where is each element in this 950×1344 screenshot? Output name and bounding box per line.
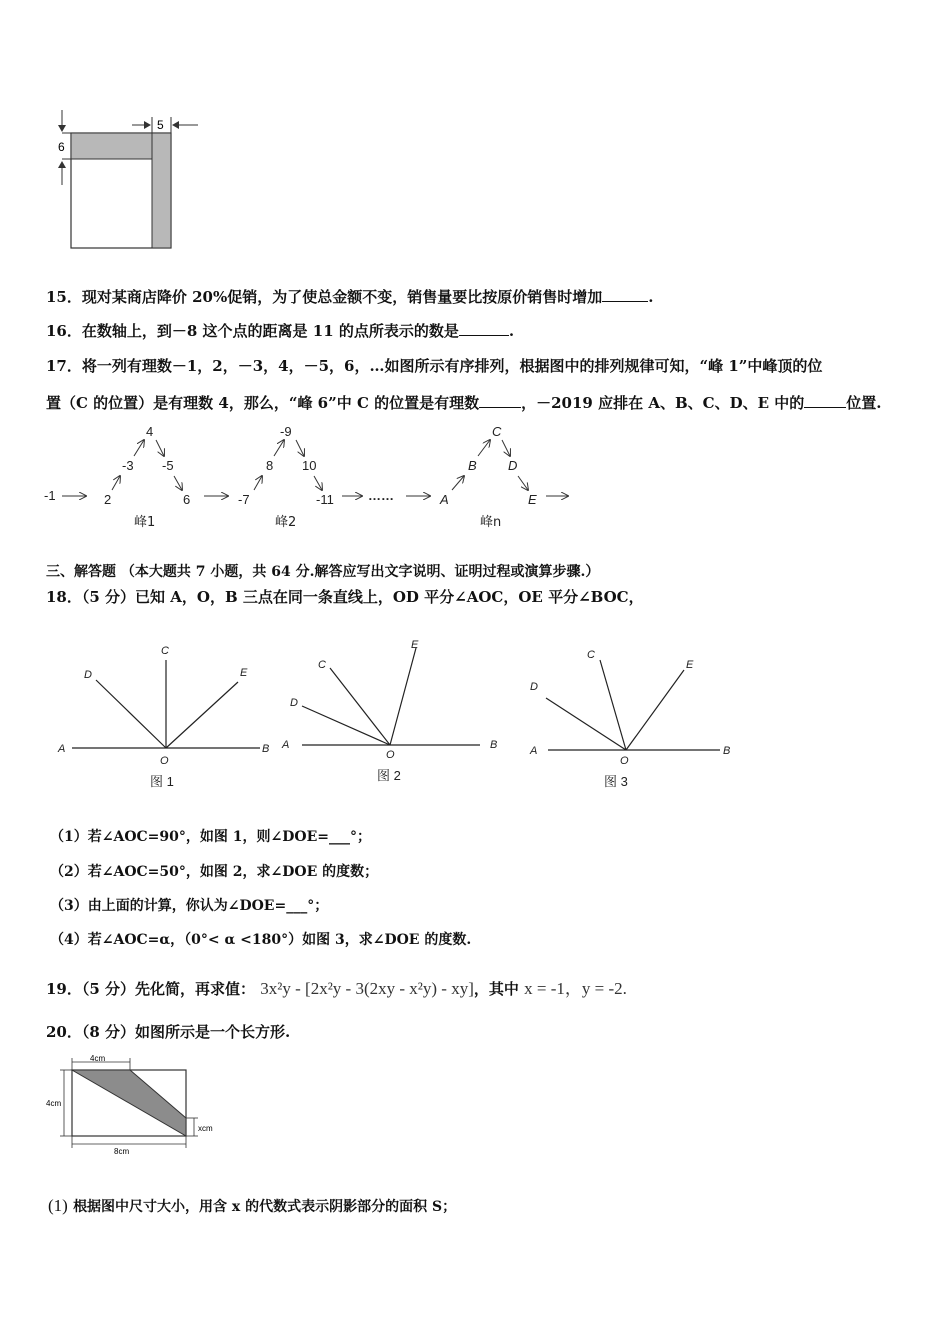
peakn-e: E — [528, 492, 537, 507]
dim-left: 4cm — [46, 1099, 62, 1108]
q19-expression: 3x²y - [2x²y - 3(2xy - x²y) - xy] — [260, 979, 474, 998]
peak2-c: -9 — [280, 424, 292, 439]
peak1-c: 4 — [146, 424, 154, 439]
peaks-diagram — [40, 418, 600, 533]
q18-part2: （2）若∠AOC=50°，如图 2，求∠DOE 的度数； — [50, 864, 379, 880]
peak2-a: -7 — [238, 492, 250, 507]
peakn-a: A — [440, 492, 449, 507]
svg-text:O: O — [160, 755, 169, 767]
peak-dots: …… — [368, 488, 394, 503]
peak1-a: 2 — [104, 492, 112, 507]
svg-text:B: B — [490, 739, 498, 751]
peak1-b: -3 — [122, 458, 134, 473]
svg-text:E: E — [240, 667, 248, 679]
svg-text:O: O — [386, 749, 395, 761]
label-5: 5 — [157, 118, 164, 132]
q18-part3: （3）由上面的计算，你认为∠DOE=___°； — [50, 898, 329, 914]
answer-blank — [804, 393, 846, 408]
q18-part4: （4）若∠AOC=α，（0°< α <180°）如图 3，求∠DOE 的度数. — [50, 932, 472, 948]
svg-text:D: D — [290, 697, 298, 709]
dim-right: xcm — [198, 1124, 213, 1133]
fig3-caption: 图 3 — [604, 774, 628, 789]
peak2-label: 峰2 — [275, 515, 297, 530]
svg-text:A: A — [530, 745, 538, 757]
q20-part1: (1) 根据图中尺寸大小，用含 x 的代数式表示阴影部分的面积 S； — [48, 1196, 457, 1215]
peak1-d: -5 — [162, 458, 174, 473]
peak2-e: -11 — [316, 492, 334, 507]
q18-part1: （1）若∠AOC=90°，如图 1，则∠DOE=___°； — [50, 829, 371, 845]
question-20-stem: 20．（8 分）如图所示是一个长方形. — [46, 1023, 291, 1041]
svg-text:D: D — [530, 681, 538, 693]
question-17-line2: 置（C 的位置）是有理数 4，那么，“峰 6”中 C 的位置是有理数 ，－2019 应排在 A、B、C、D、E 中的 位置. — [46, 394, 882, 412]
peak-start: -1 — [44, 488, 56, 503]
svg-text:B: B — [723, 745, 731, 757]
section-3-heading: 三、解答题 （本大题共 7 小题，共 64 分.解答应写出文字说明、证明过程或演算步骤.） — [46, 564, 600, 580]
question-16: 16．在数轴上，到－8 这个点的距离是 11 的点所表示的数是 . — [46, 322, 515, 340]
q19-values: x = -1，y = -2. — [524, 979, 627, 998]
question-18-stem: 18．（5 分）已知 A，O，B 三点在同一条直线上，OD 平分∠AOC，OE 平分∠BOC， — [46, 588, 644, 606]
answer-blank — [602, 287, 648, 302]
peakn-c: C — [492, 424, 502, 439]
question-15: 15．现对某商店降价 20%促销，为了使总金额不变，销售量要比按原价销售时增加 . — [46, 288, 654, 306]
question-19: 19．（5 分）先化简，再求值： 3x²y - [2x²y - 3(2xy - x²y) - xy]，其中 x = -1，y = -2. — [46, 979, 627, 998]
svg-text:D: D — [84, 669, 92, 681]
dim-bottom: 8cm — [114, 1147, 130, 1156]
label-6: 6 — [58, 140, 65, 154]
answer-blank — [479, 393, 521, 408]
svg-text:E: E — [686, 659, 694, 671]
svg-text:A: A — [58, 743, 66, 755]
peak2-b: 8 — [266, 458, 274, 473]
rectangle-figure — [40, 1052, 230, 1157]
fig1-caption: 图 1 — [150, 774, 174, 789]
peak1-label: 峰1 — [134, 515, 156, 530]
svg-text:C: C — [161, 645, 169, 657]
svg-text:B: B — [262, 743, 270, 755]
svg-text:A: A — [282, 739, 290, 751]
peakn-b: B — [468, 458, 477, 473]
peak2-d: 10 — [302, 458, 317, 473]
answer-blank — [459, 321, 509, 336]
question-17-line1: 17．将一列有理数－1，2，－3，4，－5，6，…如图所示有序排列，根据图中的排列规律可知，“峰 1”中峰顶的位 — [46, 357, 823, 375]
svg-text:E: E — [411, 639, 419, 651]
angle-figures — [40, 630, 760, 800]
dim-top: 4cm — [90, 1054, 106, 1063]
peak1-e: 6 — [183, 492, 191, 507]
peakn-d: D — [508, 458, 518, 473]
svg-text:O: O — [620, 755, 629, 767]
fig2-caption: 图 2 — [377, 768, 401, 783]
figure-square-strips — [40, 105, 210, 255]
svg-text:C: C — [318, 659, 326, 671]
peakn-label: 峰n — [480, 515, 502, 530]
svg-text:C: C — [587, 649, 595, 661]
